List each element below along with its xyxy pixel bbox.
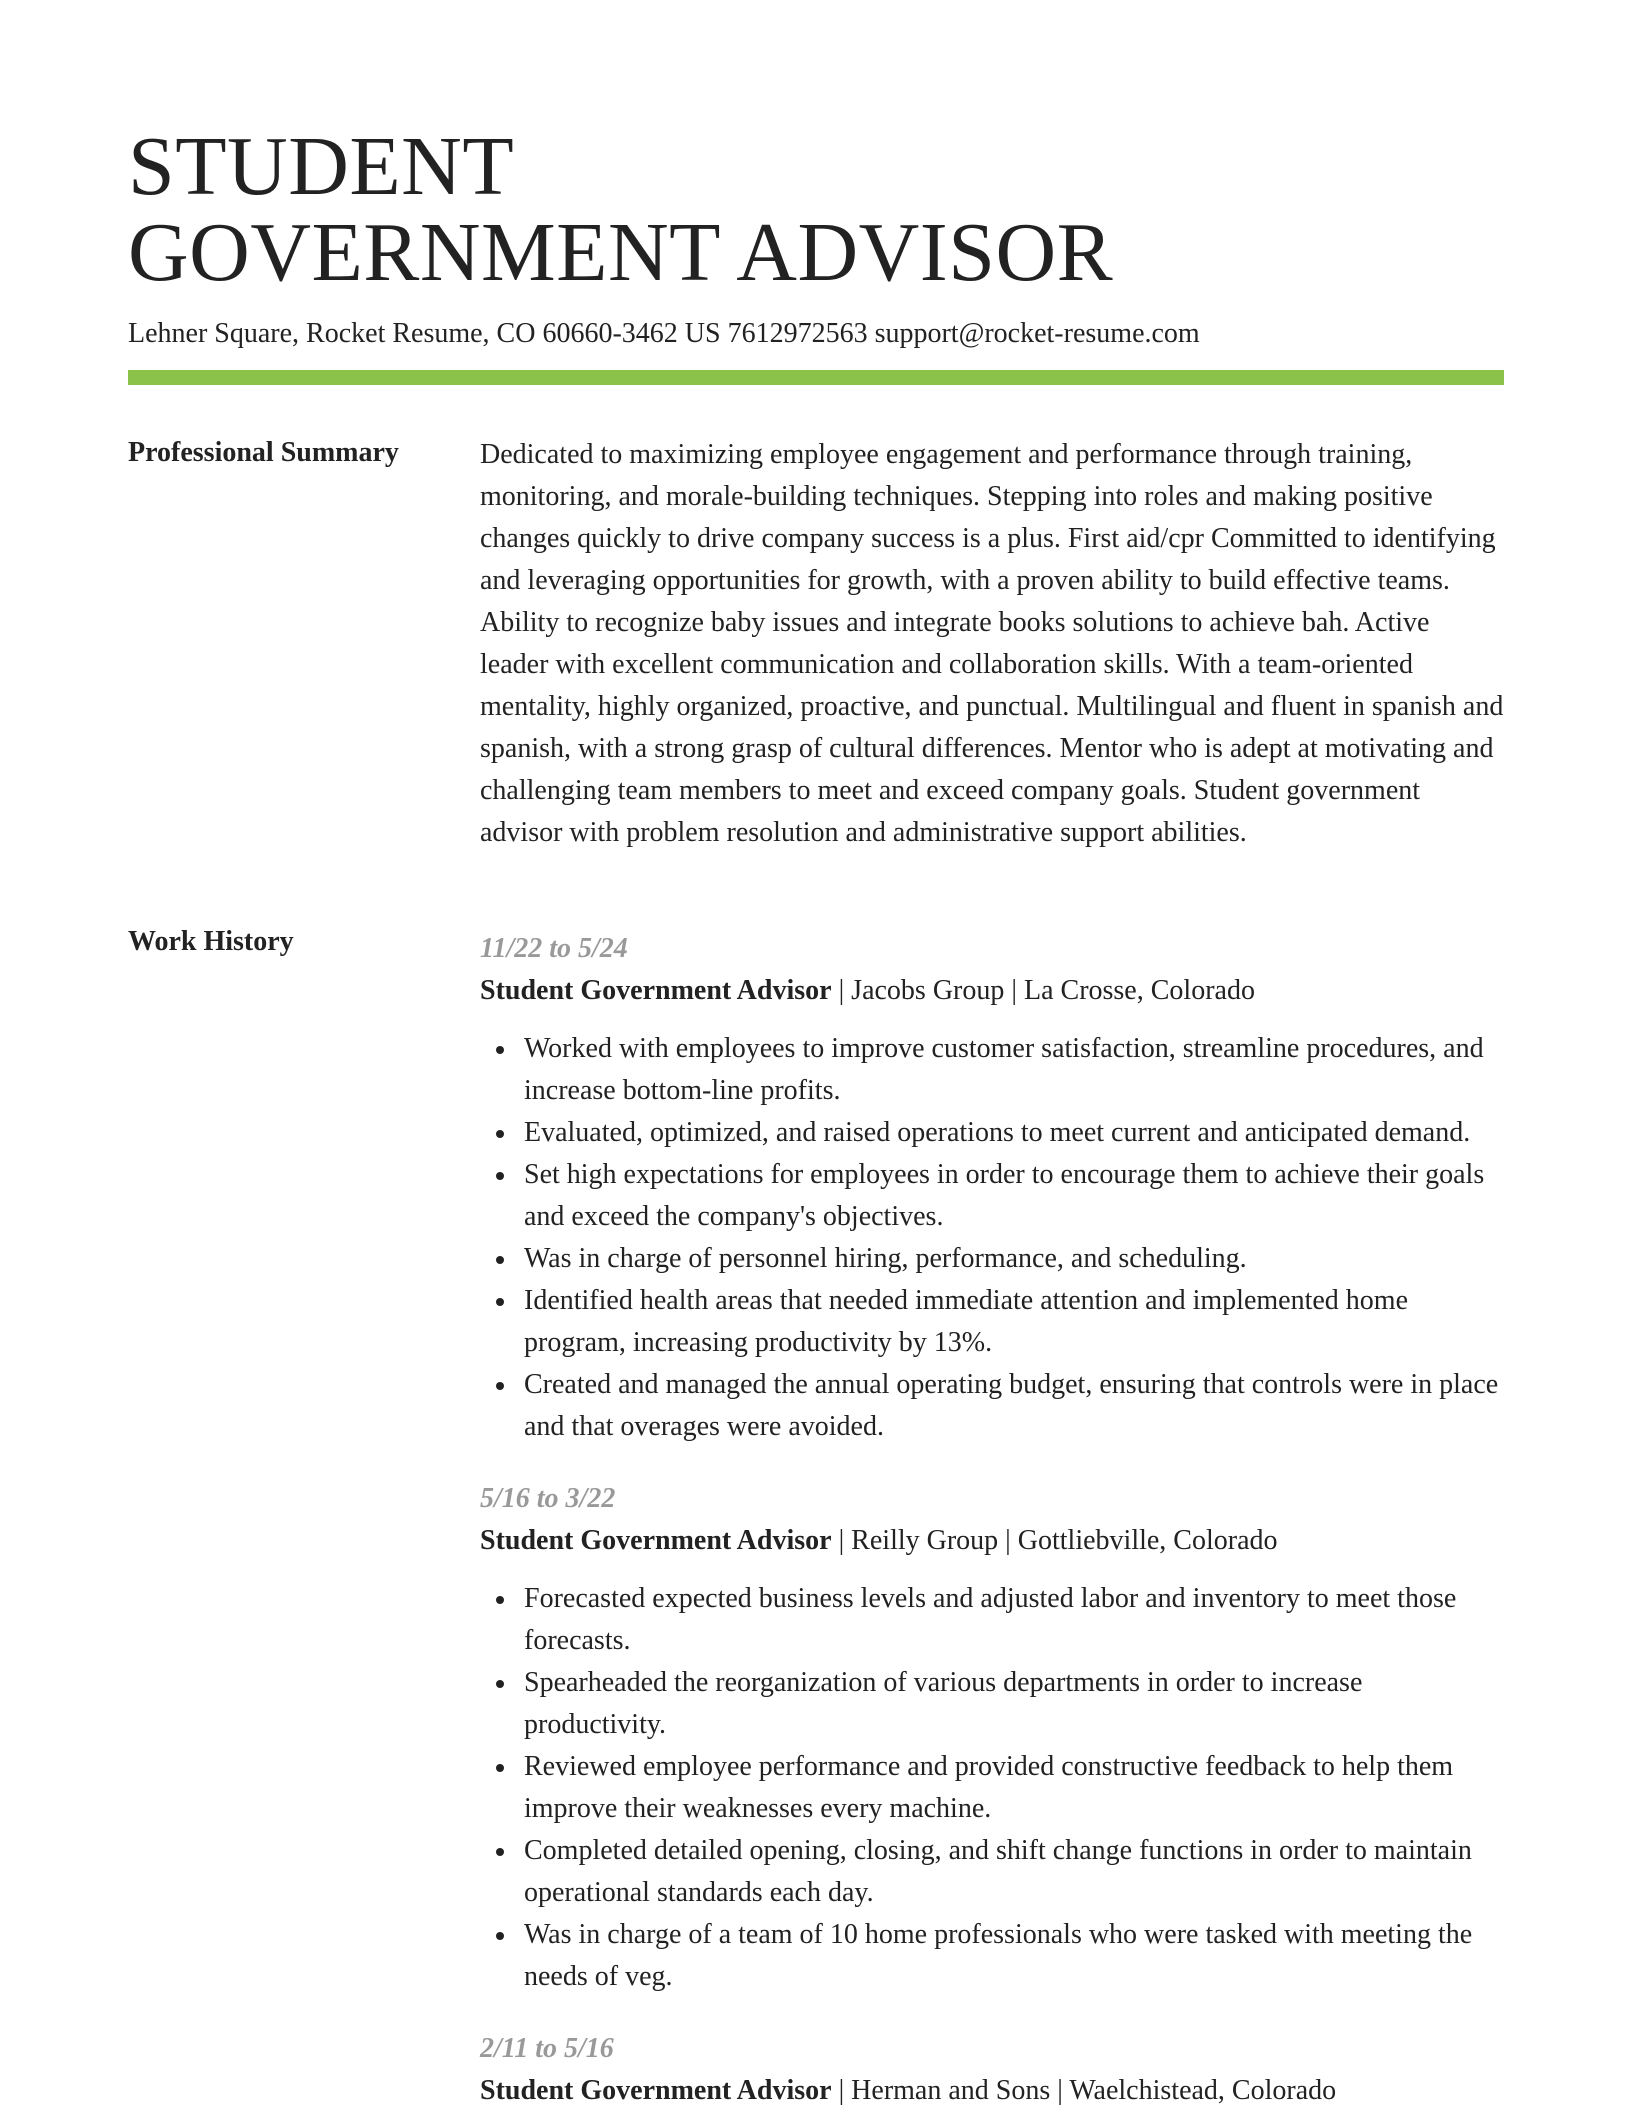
job-bullets [480, 1578, 1504, 1998]
job-title: Student Government Advisor [480, 2075, 832, 2106]
job-heading [480, 970, 1504, 1012]
work-history-label: Work History [128, 926, 294, 957]
job-bullet: Worked with employees to improve customer satisfaction, streamline procedures, and increase bottom-line profits. [480, 1028, 1504, 1112]
name-line-2: GOVERNMENT ADVISOR [128, 206, 1114, 299]
job-bullet: Was in charge of personnel hiring, performance, and scheduling. [480, 1238, 1504, 1280]
job-bullets [480, 1028, 1504, 1448]
job-dates: 5/16 to 3/22 [480, 1483, 616, 1514]
accent-divider [128, 370, 1504, 385]
job-bullet: Evaluated, optimized, and raised operations to meet current and anticipated demand. [480, 1112, 1504, 1154]
name-line-1: STUDENT [128, 120, 515, 213]
work-history-list [480, 928, 1504, 2112]
resume-name [128, 120, 1504, 299]
job-bullet: Identified health areas that needed immediate attention and implemented home program, increasing productivity by 13%. [480, 1280, 1504, 1364]
job-bullet: Set high expectations for employees in order to encourage them to achieve their goals and exceed the company's objectives. [480, 1154, 1504, 1238]
job-bullet: Forecasted expected business levels and adjusted labor and inventory to meet those forecasts. [480, 1578, 1504, 1662]
summary-text: Dedicated to maximizing employee engagement and performance through training, monitoring, and morale-building techniques. Stepping into roles and making positive changes quickly to drive company success is a plus. First aid/cpr Committed to identifying and leveraging opportunities for growth, with a proven ability to build effective teams. Ability to recognize baby issues and integrate books solutions to achieve bah. Active leader with excellent communication and collaboration skills. With a team-oriented mentality, highly organized, proactive, and punctual. Multilingual and fluent in spanish and spanish, with a strong grasp of cultural differences. Mentor who is adept at motivating and challenging team members to meet and exceed company goals. Student government advisor with problem resolution and administrative support abilities. [480, 439, 1504, 848]
job-bullet: Created and managed the annual operating budget, ensuring that controls were in place and that overages were avoided. [480, 1364, 1504, 1448]
job-bullet: Completed detailed opening, closing, and shift change functions in order to maintain operational standards each day. [480, 1830, 1504, 1914]
job-details: | Jacobs Group | La Crosse, Colorado [831, 975, 1255, 1006]
job-heading [480, 2070, 1504, 2112]
summary-label: Professional Summary [128, 437, 399, 468]
job-dates: 2/11 to 5/16 [480, 2033, 614, 2064]
job-title: Student Government Advisor [480, 975, 832, 1006]
job-entry [480, 928, 1504, 1448]
job-entry [480, 2028, 1504, 2112]
job-bullet: Spearheaded the reorganization of various departments in order to increase productivity. [480, 1662, 1504, 1746]
job-dates: 11/22 to 5/24 [480, 933, 628, 964]
job-bullet: Reviewed employee performance and provided constructive feedback to help them improve their weaknesses every machine. [480, 1746, 1504, 1830]
contact-info: Lehner Square, Rocket Resume, CO 60660-3462 US 7612972563 support@rocket-resume.com [128, 318, 1200, 349]
job-details: | Reilly Group | Gottliebville, Colorado [831, 1525, 1278, 1556]
job-details: | Herman and Sons | Waelchistead, Colorado [831, 2075, 1337, 2106]
job-title: Student Government Advisor [480, 1525, 832, 1556]
job-bullet: Was in charge of a team of 10 home professionals who were tasked with meeting the needs of veg. [480, 1914, 1504, 1998]
job-entry [480, 1478, 1504, 1998]
job-heading [480, 1520, 1504, 1562]
